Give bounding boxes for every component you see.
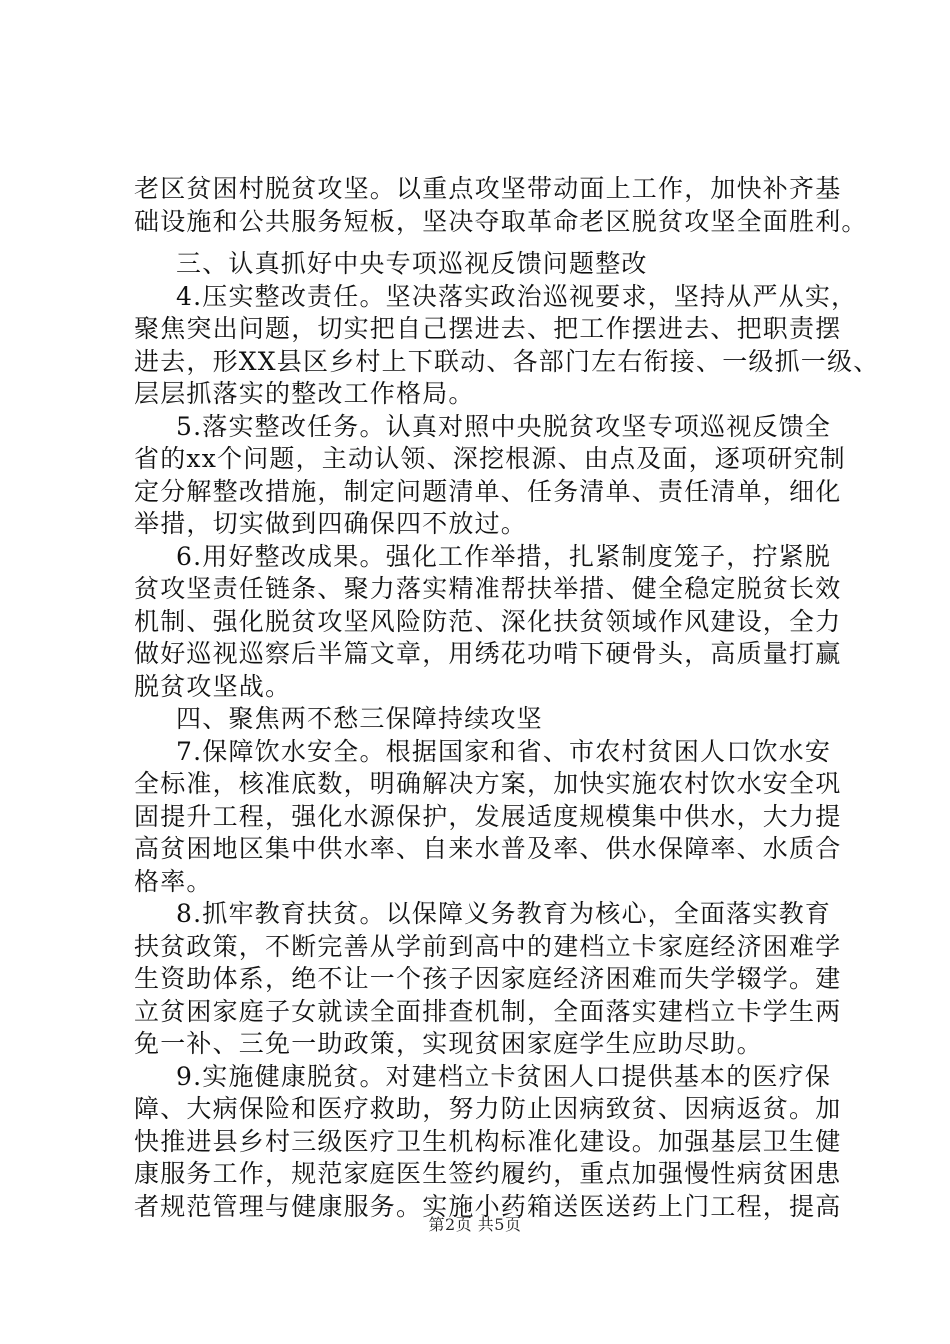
text-line: 9.实施健康脱贫。对建档立卡贫困人口提供基本的医疗保	[176, 1061, 832, 1091]
text-line: 三、认真抓好中央专项巡视反馈问题整改	[176, 249, 648, 278]
paragraph-gap	[134, 238, 846, 248]
page-footer: 第2页 共5页	[428, 1215, 522, 1234]
text-line: 高贫困地区集中供水率、自来水普及率、供水保障率、水质合	[134, 834, 842, 863]
text-line: 立贫困家庭子女就读全面排查机制，全面落实建档立卡学生两	[134, 996, 842, 1026]
document-body	[134, 173, 880, 1223]
text-line: 定分解整改措施，制定问题清单、任务清单、责任清单，细化	[134, 476, 842, 506]
text-line: 础设施和公共服务短板，坚决夺取革命老区脱贫攻坚全面胜利。	[134, 206, 868, 236]
text-line: 固提升工程，强化水源保护，发展适度规模集中供水，大力提	[134, 801, 842, 831]
text-line: 生资助体系，绝不让一个孩子因家庭经济困难而失学辍学。建	[134, 964, 842, 993]
text-line: 扶贫政策，不断完善从学前到高中的建档立卡家庭经济困难学	[134, 931, 842, 961]
text-line: 省的xx个问题，主动认领、深挖根源、由点及面，逐项研究制	[134, 444, 846, 473]
text-line: 机制、强化脱贫攻坚风险防范、深化扶贫领域作风建设，全力	[134, 606, 842, 636]
text-line: 障、大病保险和医疗救助，努力防止因病致贫、因病返贫。加	[134, 1094, 842, 1123]
text-line: 聚焦突出问题，切实把自己摆进去、把工作摆进去、把职责摆	[134, 314, 842, 343]
text-line: 老区贫困村脱贫攻坚。以重点攻坚带动面上工作，加快补齐基	[134, 174, 842, 203]
text-line: 进去，形XX县区乡村上下联动、各部门左右衔接、一级抓一级、	[134, 346, 880, 376]
text-line: 做好巡视巡察后半篇文章，用绣花功啃下硬骨头，高质量打赢	[134, 639, 842, 668]
text-line: 康服务工作，规范家庭医生签约履约，重点加强慢性病贫困患	[134, 1159, 842, 1188]
text-line: 8.抓牢教育扶贫。以保障义务教育为核心，全面落实教育	[176, 899, 832, 928]
text-line: 全标准，核准底数，明确解决方案，加快实施农村饮水安全巩	[134, 769, 842, 798]
text-line: 5.落实整改任务。认真对照中央脱贫攻坚专项巡视反馈全	[176, 411, 832, 441]
text-line: 者规范管理与健康服务。实施小药箱送医送药上门工程，提高	[134, 1191, 842, 1221]
text-line: 贫攻坚责任链条、聚力落实精准帮扶举措、健全稳定脱贫长效	[134, 574, 842, 603]
text-line: 脱贫攻坚战。	[134, 671, 292, 701]
text-line: 6.用好整改成果。强化工作举措，扎紧制度笼子，拧紧脱	[176, 541, 832, 571]
text-line: 快推进县乡村三级医疗卫生机构标准化建设。加强基层卫生健	[134, 1126, 842, 1156]
text-line: 层层抓落实的整改工作格局。	[134, 379, 475, 408]
text-line: 举措，切实做到四确保四不放过。	[134, 509, 528, 538]
text-line: 4.压实整改责任。坚决落实政治巡视要求，坚持从严从实，	[176, 281, 858, 311]
text-line: 免一补、三免一助政策，实现贫困家庭学生应助尽助。	[134, 1029, 763, 1058]
text-line: 格率。	[134, 866, 213, 896]
text-line: 四、聚焦两不愁三保障持续攻坚	[176, 704, 543, 733]
text-line: 7.保障饮水安全。根据国家和省、市农村贫困人口饮水安	[176, 736, 832, 766]
